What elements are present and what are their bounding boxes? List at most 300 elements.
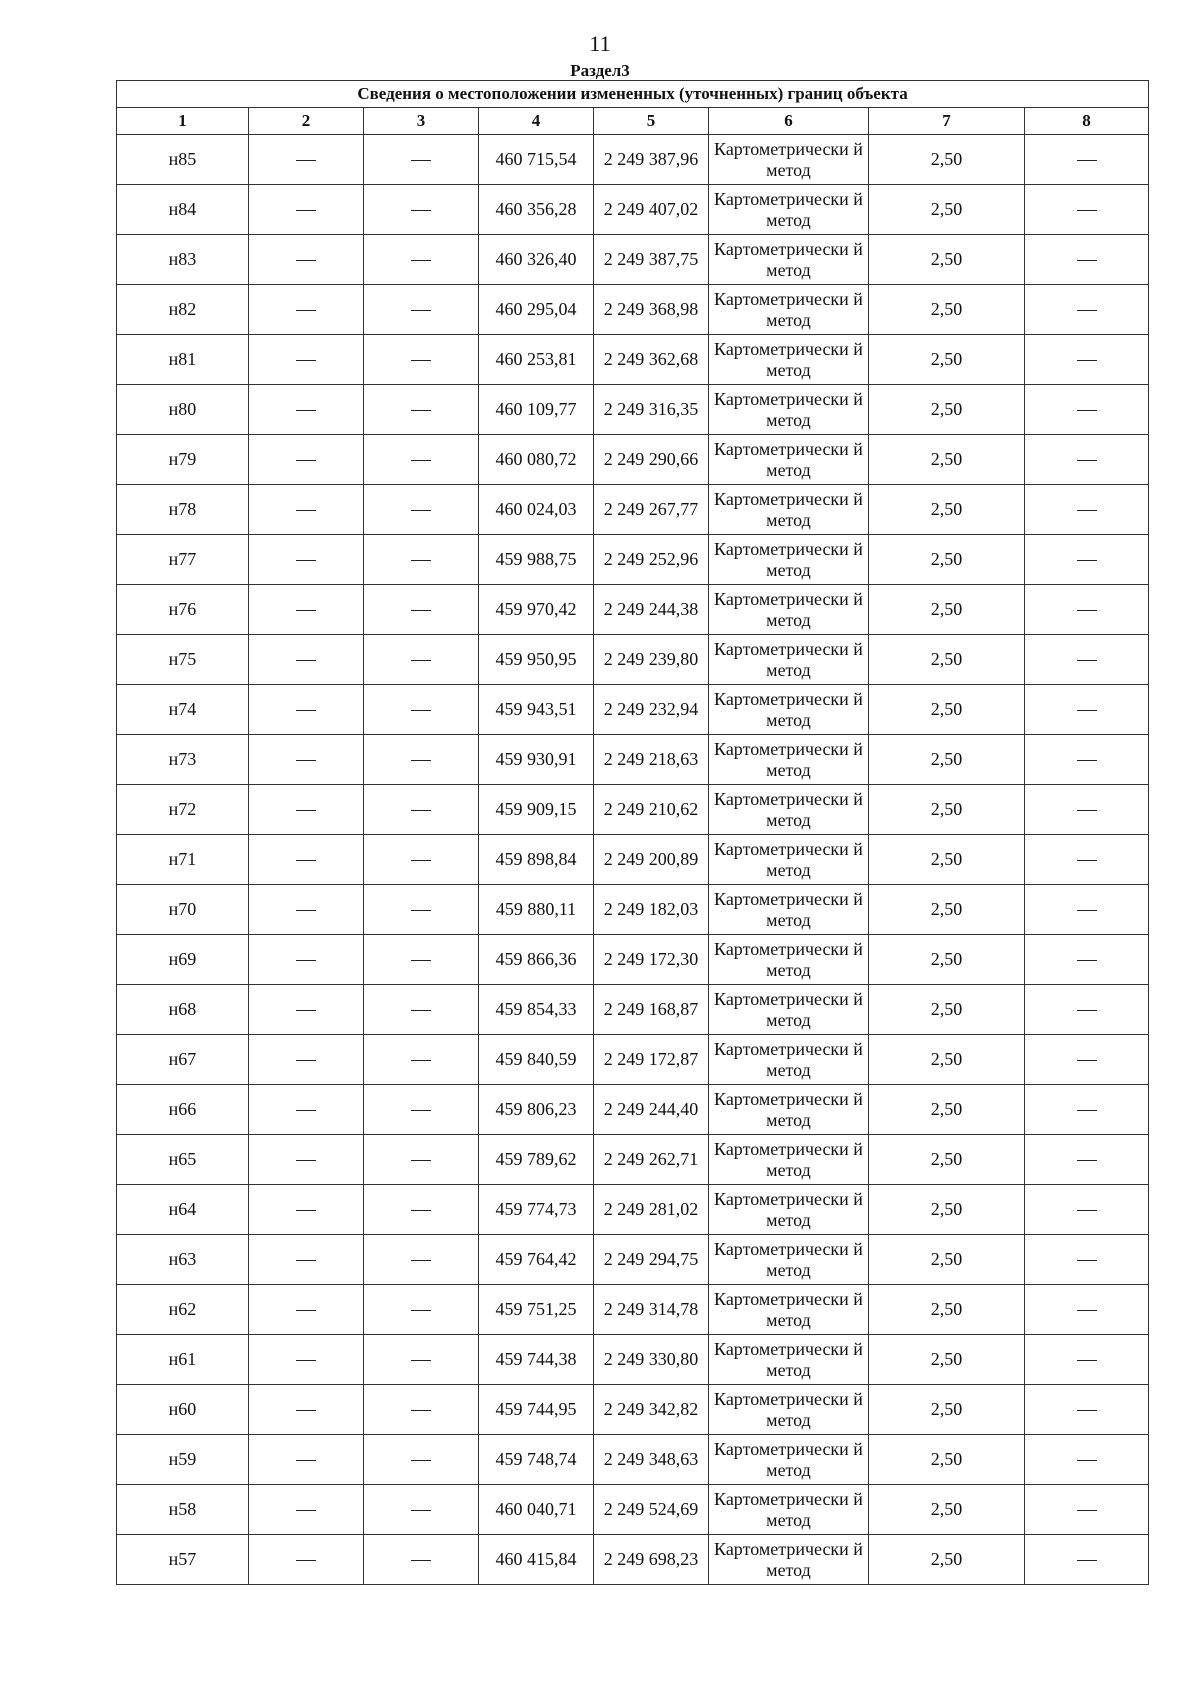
- empty-cell-col8: [1025, 1285, 1149, 1335]
- dash-mark: [411, 310, 431, 311]
- dash-mark: [1077, 710, 1097, 711]
- x-coordinate-cell: 459 898,84: [479, 835, 594, 885]
- empty-cell-col8: [1025, 885, 1149, 935]
- y-coordinate-cell: 2 249 239,80: [594, 635, 709, 685]
- dash-mark: [411, 910, 431, 911]
- method-cell: Картометрически й метод: [709, 1285, 869, 1335]
- x-coordinate-cell: 460 715,54: [479, 135, 594, 185]
- dash-mark: [296, 1360, 316, 1361]
- empty-cell-col2: [249, 585, 364, 635]
- empty-cell-col3: [364, 685, 479, 735]
- dash-mark: [411, 1510, 431, 1511]
- dash-mark: [1077, 1260, 1097, 1261]
- dash-mark: [411, 960, 431, 961]
- dash-mark: [1077, 1360, 1097, 1361]
- method-cell: Картометрически й метод: [709, 1085, 869, 1135]
- accuracy-cell: 2,50: [869, 935, 1025, 985]
- y-coordinate-cell: 2 249 267,77: [594, 485, 709, 535]
- table-row: [117, 285, 1149, 335]
- empty-cell-col3: [364, 635, 479, 685]
- table-row: [117, 1385, 1149, 1435]
- y-coordinate-cell: 2 249 362,68: [594, 335, 709, 385]
- accuracy-cell: 2,50: [869, 335, 1025, 385]
- x-coordinate-cell: 460 024,03: [479, 485, 594, 535]
- x-coordinate-cell: 459 880,11: [479, 885, 594, 935]
- method-cell: Картометрически й метод: [709, 635, 869, 685]
- x-coordinate-cell: 459 744,38: [479, 1335, 594, 1385]
- x-coordinate-cell: 460 295,04: [479, 285, 594, 335]
- empty-cell-col2: [249, 135, 364, 185]
- dash-mark: [411, 1010, 431, 1011]
- x-coordinate-cell: 460 253,81: [479, 335, 594, 385]
- dash-mark: [1077, 360, 1097, 361]
- empty-cell-col3: [364, 1235, 479, 1285]
- dash-mark: [411, 860, 431, 861]
- empty-cell-col8: [1025, 685, 1149, 735]
- x-coordinate-cell: 460 109,77: [479, 385, 594, 435]
- method-cell: Картометрически й метод: [709, 885, 869, 935]
- accuracy-cell: 2,50: [869, 885, 1025, 935]
- y-coordinate-cell: 2 249 252,96: [594, 535, 709, 585]
- empty-cell-col3: [364, 1035, 479, 1085]
- accuracy-cell: 2,50: [869, 635, 1025, 685]
- dash-mark: [411, 660, 431, 661]
- column-number: 7: [869, 108, 1025, 135]
- y-coordinate-cell: 2 249 168,87: [594, 985, 709, 1035]
- empty-cell-col8: [1025, 635, 1149, 685]
- empty-cell-col8: [1025, 1335, 1149, 1385]
- accuracy-cell: 2,50: [869, 185, 1025, 235]
- dash-mark: [296, 460, 316, 461]
- empty-cell-col2: [249, 885, 364, 935]
- dash-mark: [1077, 210, 1097, 211]
- point-name-cell: н64: [117, 1185, 249, 1235]
- table-row: [117, 1485, 1149, 1535]
- table-row: [117, 1135, 1149, 1185]
- dash-mark: [296, 1210, 316, 1211]
- empty-cell-col8: [1025, 1235, 1149, 1285]
- y-coordinate-cell: 2 249 314,78: [594, 1285, 709, 1335]
- method-cell: Картометрически й метод: [709, 1385, 869, 1435]
- table-row: [117, 535, 1149, 585]
- empty-cell-col3: [364, 1135, 479, 1185]
- dash-mark: [411, 1310, 431, 1311]
- empty-cell-col3: [364, 135, 479, 185]
- point-name-cell: н82: [117, 285, 249, 335]
- empty-cell-col2: [249, 485, 364, 535]
- column-number: 6: [709, 108, 869, 135]
- point-name-cell: н62: [117, 1285, 249, 1335]
- accuracy-cell: 2,50: [869, 1485, 1025, 1535]
- x-coordinate-cell: 459 854,33: [479, 985, 594, 1035]
- empty-cell-col8: [1025, 135, 1149, 185]
- empty-cell-col8: [1025, 785, 1149, 835]
- x-coordinate-cell: 459 806,23: [479, 1085, 594, 1135]
- dash-mark: [1077, 1210, 1097, 1211]
- dash-mark: [296, 1410, 316, 1411]
- point-name-cell: н58: [117, 1485, 249, 1535]
- dash-mark: [296, 760, 316, 761]
- accuracy-cell: 2,50: [869, 985, 1025, 1035]
- table-row: [117, 1335, 1149, 1385]
- point-name-cell: н61: [117, 1335, 249, 1385]
- table-row: [117, 585, 1149, 635]
- empty-cell-col3: [364, 1285, 479, 1335]
- dash-mark: [1077, 160, 1097, 161]
- table-row: [117, 1185, 1149, 1235]
- column-number-row: [117, 108, 1149, 135]
- y-coordinate-cell: 2 249 244,38: [594, 585, 709, 635]
- empty-cell-col3: [364, 835, 479, 885]
- y-coordinate-cell: 2 249 281,02: [594, 1185, 709, 1235]
- dash-mark: [411, 460, 431, 461]
- x-coordinate-cell: 460 080,72: [479, 435, 594, 485]
- table-row: [117, 1535, 1149, 1585]
- empty-cell-col2: [249, 1235, 364, 1285]
- x-coordinate-cell: 459 744,95: [479, 1385, 594, 1435]
- dash-mark: [296, 260, 316, 261]
- empty-cell-col2: [249, 1185, 364, 1235]
- dash-mark: [1077, 260, 1097, 261]
- table-row: [117, 785, 1149, 835]
- empty-cell-col2: [249, 1485, 364, 1535]
- method-cell: Картометрически й метод: [709, 735, 869, 785]
- dash-mark: [411, 510, 431, 511]
- accuracy-cell: 2,50: [869, 135, 1025, 185]
- dash-mark: [1077, 510, 1097, 511]
- empty-cell-col3: [364, 1435, 479, 1485]
- method-cell: Картометрически й метод: [709, 785, 869, 835]
- dash-mark: [296, 1260, 316, 1261]
- empty-cell-col3: [364, 335, 479, 385]
- y-coordinate-cell: 2 249 407,02: [594, 185, 709, 235]
- empty-cell-col8: [1025, 535, 1149, 585]
- empty-cell-col2: [249, 835, 364, 885]
- empty-cell-col8: [1025, 285, 1149, 335]
- empty-cell-col8: [1025, 485, 1149, 535]
- y-coordinate-cell: 2 249 200,89: [594, 835, 709, 885]
- accuracy-cell: 2,50: [869, 1035, 1025, 1085]
- method-cell: Картометрически й метод: [709, 335, 869, 385]
- method-cell: Картометрически й метод: [709, 835, 869, 885]
- table-row: [117, 135, 1149, 185]
- table-row: [117, 835, 1149, 885]
- empty-cell-col3: [364, 185, 479, 235]
- empty-cell-col3: [364, 1085, 479, 1135]
- y-coordinate-cell: 2 249 172,87: [594, 1035, 709, 1085]
- empty-cell-col2: [249, 535, 364, 585]
- point-name-cell: н72: [117, 785, 249, 835]
- method-cell: Картометрически й метод: [709, 135, 869, 185]
- x-coordinate-cell: 459 840,59: [479, 1035, 594, 1085]
- dash-mark: [1077, 1510, 1097, 1511]
- column-number: 8: [1025, 108, 1149, 135]
- dash-mark: [411, 1210, 431, 1211]
- y-coordinate-cell: 2 249 244,40: [594, 1085, 709, 1135]
- accuracy-cell: 2,50: [869, 685, 1025, 735]
- x-coordinate-cell: 459 764,42: [479, 1235, 594, 1285]
- empty-cell-col8: [1025, 235, 1149, 285]
- point-name-cell: н59: [117, 1435, 249, 1485]
- y-coordinate-cell: 2 249 330,80: [594, 1335, 709, 1385]
- y-coordinate-cell: 2 249 387,96: [594, 135, 709, 185]
- point-name-cell: н65: [117, 1135, 249, 1185]
- empty-cell-col3: [364, 1535, 479, 1585]
- method-cell: Картометрически й метод: [709, 685, 869, 735]
- empty-cell-col3: [364, 585, 479, 635]
- x-coordinate-cell: 460 415,84: [479, 1535, 594, 1585]
- coordinates-table: [116, 80, 1149, 1585]
- dash-mark: [296, 610, 316, 611]
- dash-mark: [1077, 1010, 1097, 1011]
- dash-mark: [411, 1260, 431, 1261]
- method-cell: Картометрически й метод: [709, 535, 869, 585]
- table-caption-row: [117, 81, 1149, 108]
- point-name-cell: н57: [117, 1535, 249, 1585]
- empty-cell-col3: [364, 485, 479, 535]
- dash-mark: [296, 810, 316, 811]
- table-row: [117, 1285, 1149, 1335]
- x-coordinate-cell: 459 970,42: [479, 585, 594, 635]
- column-number: 5: [594, 108, 709, 135]
- empty-cell-col3: [364, 535, 479, 585]
- dash-mark: [296, 1010, 316, 1011]
- table-row: [117, 1235, 1149, 1285]
- x-coordinate-cell: 459 988,75: [479, 535, 594, 585]
- dash-mark: [296, 860, 316, 861]
- table-row: [117, 435, 1149, 485]
- dash-mark: [411, 1110, 431, 1111]
- method-cell: Картометрически й метод: [709, 385, 869, 435]
- dash-mark: [296, 1460, 316, 1461]
- dash-mark: [296, 160, 316, 161]
- dash-mark: [1077, 1560, 1097, 1561]
- accuracy-cell: 2,50: [869, 285, 1025, 335]
- empty-cell-col8: [1025, 1485, 1149, 1535]
- point-name-cell: н84: [117, 185, 249, 235]
- empty-cell-col3: [364, 435, 479, 485]
- point-name-cell: н80: [117, 385, 249, 435]
- empty-cell-col8: [1025, 335, 1149, 385]
- method-cell: Картометрически й метод: [709, 1135, 869, 1185]
- dash-mark: [1077, 560, 1097, 561]
- dash-mark: [1077, 960, 1097, 961]
- empty-cell-col8: [1025, 435, 1149, 485]
- dash-mark: [411, 260, 431, 261]
- table-row: [117, 885, 1149, 935]
- accuracy-cell: 2,50: [869, 1135, 1025, 1185]
- empty-cell-col3: [364, 935, 479, 985]
- empty-cell-col2: [249, 335, 364, 385]
- accuracy-cell: 2,50: [869, 1085, 1025, 1135]
- column-number: 4: [479, 108, 594, 135]
- empty-cell-col8: [1025, 1385, 1149, 1435]
- y-coordinate-cell: 2 249 218,63: [594, 735, 709, 785]
- point-name-cell: н71: [117, 835, 249, 885]
- dash-mark: [411, 1560, 431, 1561]
- x-coordinate-cell: 459 930,91: [479, 735, 594, 785]
- y-coordinate-cell: 2 249 294,75: [594, 1235, 709, 1285]
- dash-mark: [411, 410, 431, 411]
- accuracy-cell: 2,50: [869, 785, 1025, 835]
- table-row: [117, 635, 1149, 685]
- empty-cell-col3: [364, 885, 479, 935]
- method-cell: Картометрически й метод: [709, 1335, 869, 1385]
- empty-cell-col3: [364, 985, 479, 1035]
- dash-mark: [296, 1310, 316, 1311]
- point-name-cell: н63: [117, 1235, 249, 1285]
- empty-cell-col8: [1025, 1135, 1149, 1185]
- point-name-cell: н66: [117, 1085, 249, 1135]
- point-name-cell: н81: [117, 335, 249, 385]
- dash-mark: [411, 810, 431, 811]
- section-title: Раздел3: [570, 61, 630, 80]
- point-name-cell: н60: [117, 1385, 249, 1435]
- empty-cell-col3: [364, 1485, 479, 1535]
- y-coordinate-cell: 2 249 348,63: [594, 1435, 709, 1485]
- dash-mark: [1077, 910, 1097, 911]
- empty-cell-col2: [249, 985, 364, 1035]
- y-coordinate-cell: 2 249 524,69: [594, 1485, 709, 1535]
- accuracy-cell: 2,50: [869, 585, 1025, 635]
- table-body: [117, 135, 1149, 1585]
- y-coordinate-cell: 2 249 368,98: [594, 285, 709, 335]
- dash-mark: [411, 360, 431, 361]
- table-row: [117, 1435, 1149, 1485]
- y-coordinate-cell: 2 249 698,23: [594, 1535, 709, 1585]
- y-coordinate-cell: 2 249 262,71: [594, 1135, 709, 1185]
- x-coordinate-cell: 460 040,71: [479, 1485, 594, 1535]
- method-cell: Картометрически й метод: [709, 285, 869, 335]
- dash-mark: [1077, 660, 1097, 661]
- x-coordinate-cell: 459 789,62: [479, 1135, 594, 1185]
- dash-mark: [296, 310, 316, 311]
- dash-mark: [296, 660, 316, 661]
- x-coordinate-cell: 459 751,25: [479, 1285, 594, 1335]
- dash-mark: [411, 1460, 431, 1461]
- accuracy-cell: 2,50: [869, 1285, 1025, 1335]
- empty-cell-col2: [249, 235, 364, 285]
- dash-mark: [1077, 1310, 1097, 1311]
- method-cell: Картометрически й метод: [709, 935, 869, 985]
- table-row: [117, 385, 1149, 435]
- table-row: [117, 335, 1149, 385]
- empty-cell-col8: [1025, 1435, 1149, 1485]
- dash-mark: [296, 710, 316, 711]
- dash-mark: [296, 410, 316, 411]
- empty-cell-col8: [1025, 585, 1149, 635]
- dash-mark: [1077, 1060, 1097, 1061]
- x-coordinate-cell: 459 909,15: [479, 785, 594, 835]
- empty-cell-col2: [249, 185, 364, 235]
- accuracy-cell: 2,50: [869, 1235, 1025, 1285]
- dash-mark: [1077, 810, 1097, 811]
- dash-mark: [411, 560, 431, 561]
- dash-mark: [411, 1410, 431, 1411]
- method-cell: Картометрически й метод: [709, 1035, 869, 1085]
- empty-cell-col2: [249, 1435, 364, 1485]
- y-coordinate-cell: 2 249 342,82: [594, 1385, 709, 1435]
- empty-cell-col3: [364, 1385, 479, 1435]
- method-cell: Картометрически й метод: [709, 1235, 869, 1285]
- empty-cell-col8: [1025, 735, 1149, 785]
- point-name-cell: н69: [117, 935, 249, 985]
- dash-mark: [1077, 1460, 1097, 1461]
- dash-mark: [1077, 310, 1097, 311]
- dash-mark: [411, 1160, 431, 1161]
- point-name-cell: н85: [117, 135, 249, 185]
- table-row: [117, 235, 1149, 285]
- table-row: [117, 1085, 1149, 1135]
- empty-cell-col8: [1025, 985, 1149, 1035]
- x-coordinate-cell: 459 774,73: [479, 1185, 594, 1235]
- dash-mark: [296, 1160, 316, 1161]
- dash-mark: [411, 1360, 431, 1361]
- dash-mark: [296, 210, 316, 211]
- empty-cell-col3: [364, 385, 479, 435]
- x-coordinate-cell: 459 748,74: [479, 1435, 594, 1485]
- table-row: [117, 685, 1149, 735]
- column-number: 3: [364, 108, 479, 135]
- dash-mark: [296, 960, 316, 961]
- table-row: [117, 935, 1149, 985]
- empty-cell-col2: [249, 1335, 364, 1385]
- accuracy-cell: 2,50: [869, 1385, 1025, 1435]
- empty-cell-col2: [249, 1085, 364, 1135]
- page-number: 11: [589, 31, 611, 56]
- method-cell: Картометрически й метод: [709, 435, 869, 485]
- point-name-cell: н79: [117, 435, 249, 485]
- dash-mark: [411, 210, 431, 211]
- empty-cell-col3: [364, 235, 479, 285]
- point-name-cell: н83: [117, 235, 249, 285]
- y-coordinate-cell: 2 249 316,35: [594, 385, 709, 435]
- dash-mark: [1077, 1410, 1097, 1411]
- empty-cell-col2: [249, 635, 364, 685]
- accuracy-cell: 2,50: [869, 485, 1025, 535]
- empty-cell-col3: [364, 735, 479, 785]
- dash-mark: [296, 1560, 316, 1561]
- table-caption: Сведения о местоположении измененных (уточненных) границ объекта: [117, 81, 1149, 108]
- point-name-cell: н75: [117, 635, 249, 685]
- x-coordinate-cell: 459 866,36: [479, 935, 594, 985]
- method-cell: Картометрически й метод: [709, 235, 869, 285]
- empty-cell-col2: [249, 435, 364, 485]
- empty-cell-col3: [364, 785, 479, 835]
- accuracy-cell: 2,50: [869, 235, 1025, 285]
- empty-cell-col8: [1025, 1535, 1149, 1585]
- accuracy-cell: 2,50: [869, 835, 1025, 885]
- empty-cell-col2: [249, 385, 364, 435]
- point-name-cell: н78: [117, 485, 249, 535]
- dash-mark: [1077, 1110, 1097, 1111]
- accuracy-cell: 2,50: [869, 735, 1025, 785]
- method-cell: Картометрически й метод: [709, 485, 869, 535]
- point-name-cell: н74: [117, 685, 249, 735]
- dash-mark: [296, 1110, 316, 1111]
- x-coordinate-cell: 459 950,95: [479, 635, 594, 685]
- dash-mark: [1077, 860, 1097, 861]
- point-name-cell: н70: [117, 885, 249, 935]
- x-coordinate-cell: 460 326,40: [479, 235, 594, 285]
- point-name-cell: н67: [117, 1035, 249, 1085]
- dash-mark: [1077, 760, 1097, 761]
- method-cell: Картометрически й метод: [709, 1435, 869, 1485]
- empty-cell-col2: [249, 735, 364, 785]
- dash-mark: [411, 710, 431, 711]
- table-row: [117, 185, 1149, 235]
- dash-mark: [411, 160, 431, 161]
